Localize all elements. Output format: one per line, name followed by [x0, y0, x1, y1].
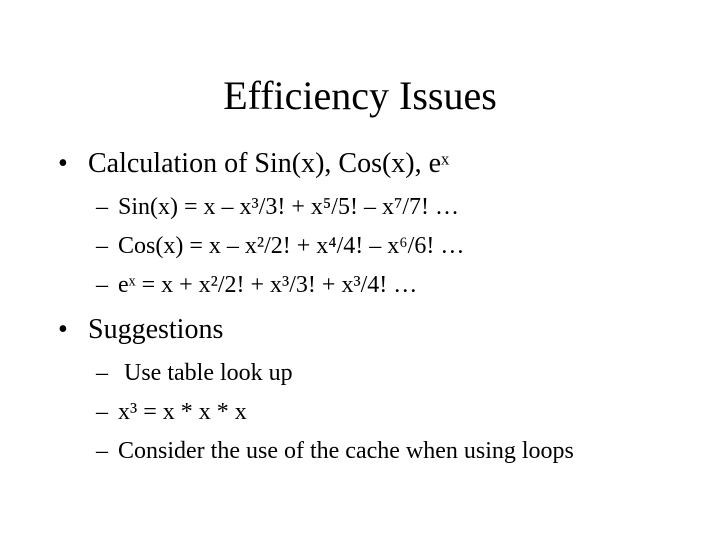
- subitem-exp-series: [96, 270, 417, 300]
- dash-marker: –: [96, 399, 108, 425]
- bullet-text: Calculation of Sin(x), Cos(x), eˣ: [88, 148, 450, 179]
- bullet-item-suggestions: [58, 312, 223, 348]
- dash-marker: –: [96, 194, 108, 220]
- subitem-text: x³ = x * x * x: [118, 399, 247, 425]
- subitem-text: Use table look up: [118, 360, 293, 386]
- dash-marker: –: [96, 272, 108, 298]
- bullet-item-calculation: [58, 146, 449, 182]
- subitem-table-lookup: [96, 358, 293, 388]
- dash-marker: –: [96, 360, 108, 386]
- bullet-text: Suggestions: [88, 314, 224, 345]
- bullet-marker: •: [58, 148, 68, 179]
- bullet-marker: •: [58, 314, 68, 345]
- subitem-text: eˣ = x + x²/2! + x³/3! + x³/4! …: [118, 272, 418, 298]
- slide-title: Efficiency Issues: [223, 73, 497, 118]
- dash-marker: –: [96, 438, 108, 464]
- subitem-cache-loops: [96, 436, 574, 466]
- dash-marker: –: [96, 233, 108, 259]
- subitem-text: Sin(x) = x – x³/3! + x⁵/5! – x⁷/7! …: [118, 194, 459, 220]
- subitem-cos-series: [96, 231, 464, 261]
- subitem-text: Consider the use of the cache when using loops: [118, 438, 574, 464]
- subitem-text: Cos(x) = x – x²/2! + x⁴/4! – x⁶/6! …: [118, 233, 465, 259]
- subitem-sin-series: [96, 192, 459, 222]
- subitem-cube-multiply: [96, 397, 247, 427]
